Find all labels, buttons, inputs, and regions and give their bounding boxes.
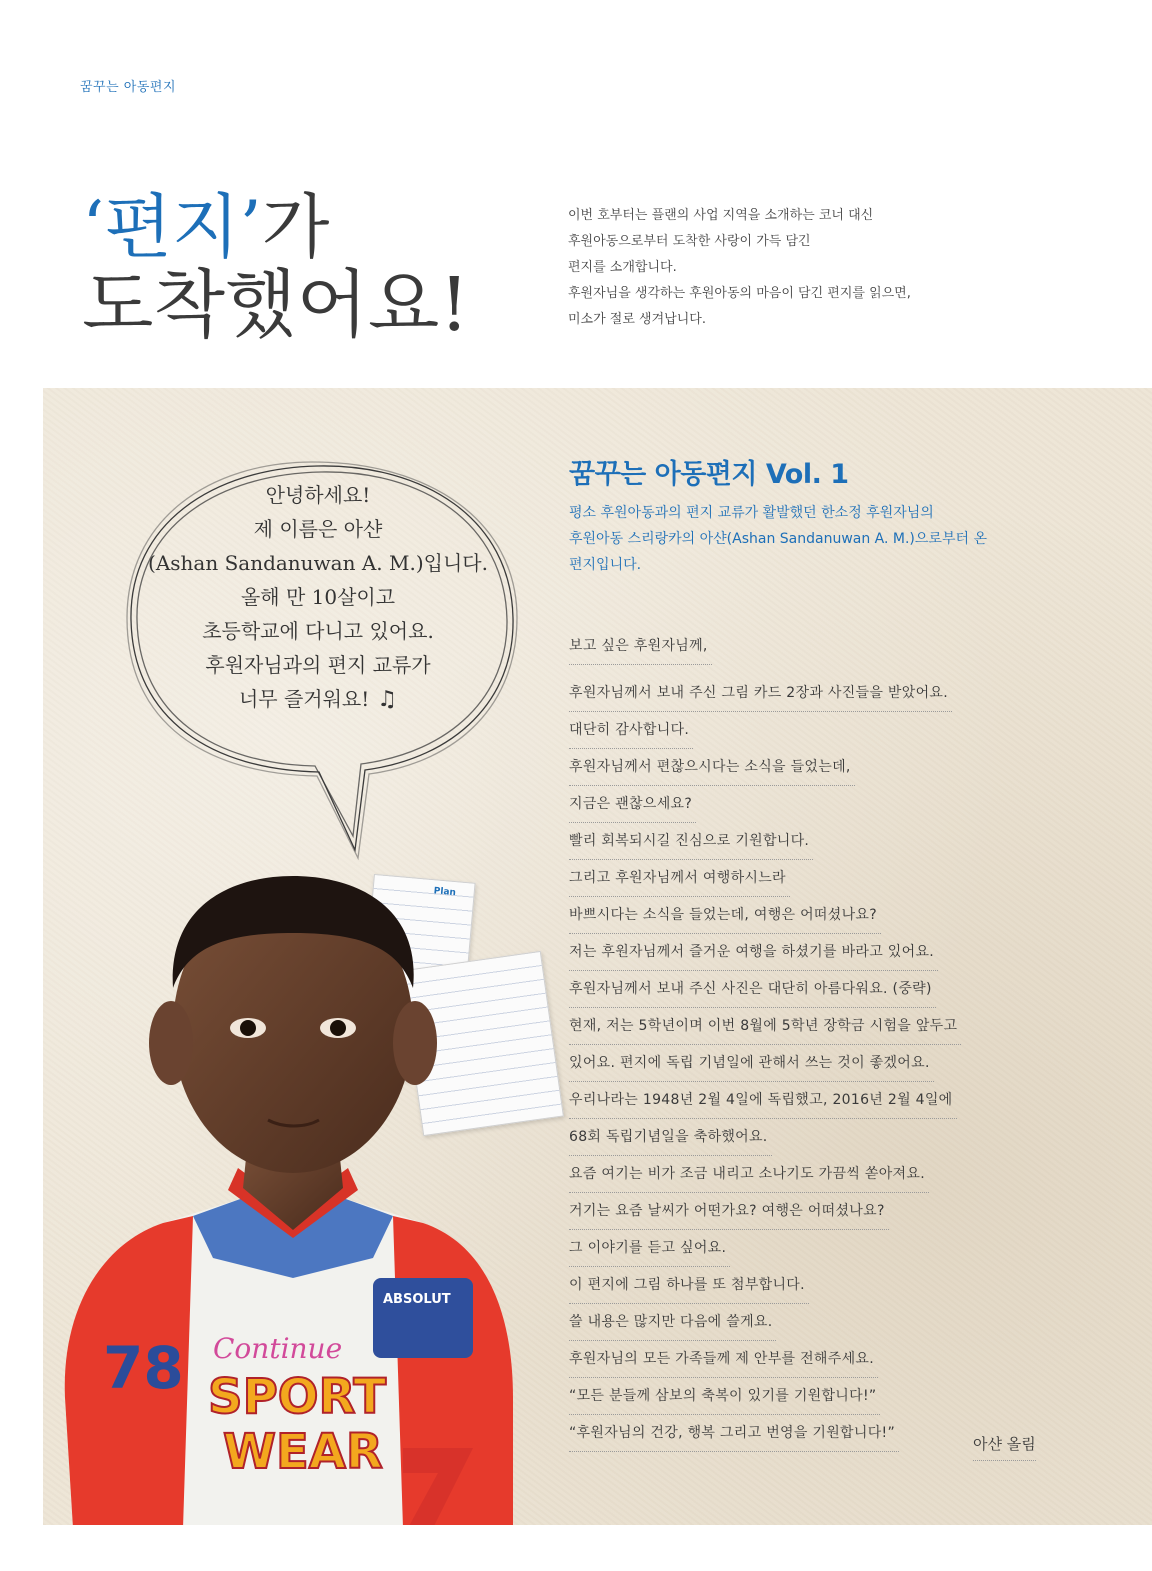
intro-line: 후원자님을 생각하는 후원아동의 마음이 담긴 편지를 읽으면, [568, 286, 911, 301]
letter-line: 이 편지에 그림 하나를 또 첨부합니다. [569, 1267, 809, 1304]
letter-line: 빨리 회복되시길 진심으로 기원합니다. [569, 823, 813, 860]
music-note-icon: ♫ [377, 687, 398, 712]
letter-line: 저는 후원자님께서 즐거운 여행을 하셨기를 바라고 있어요. [569, 934, 938, 971]
letter-line: 우리나라는 1948년 2월 4일에 독립했고, 2016년 2월 4일에 [569, 1082, 957, 1119]
letter-greeting: 보고 싶은 후원자님께, [569, 628, 712, 665]
intro-line: 편지를 소개합니다. [568, 260, 677, 275]
bubble-line: 초등학교에 다니고 있어요. [202, 619, 434, 643]
letter-line: 바쁘시다는 소식을 들었는데, 여행은 어떠셨나요? [569, 897, 881, 934]
shirt-number: 78 [103, 1334, 184, 1402]
headline-quote-open: ‘ [82, 186, 105, 268]
shirt-wear-text: WEAR [223, 1424, 383, 1480]
letter-line: 그리고 후원자님께서 여행하시느라 [569, 860, 790, 897]
speech-bubble-text [138, 478, 498, 717]
feature-desc-line: 평소 후원아동과의 편지 교류가 활발했던 한소정 후원자님의 [569, 505, 934, 521]
letter-line: “모든 분들께 삼보의 축복이 있기를 기원합니다!” [569, 1378, 880, 1415]
intro-text [568, 203, 988, 333]
letter-signature: 아샨 올림 [973, 1428, 1036, 1461]
letter-line: 지금은 괜찮으세요? [569, 786, 696, 823]
bubble-line: 후원자님과의 편지 교류가 [205, 653, 431, 677]
bubble-line-last [138, 682, 498, 717]
shirt-badge-text: ABSOLUT [383, 1292, 451, 1307]
letter-line: 후원자님께서 보내 주신 사진은 대단히 아름다워요. (중략) [569, 971, 936, 1008]
letter-line: 있어요. 편지에 독립 기념일에 관해서 쓰는 것이 좋겠어요. [569, 1045, 934, 1082]
intro-line: 이번 호부터는 플랜의 사업 지역을 소개하는 코너 대신 [568, 208, 874, 223]
letter-line: 쓸 내용은 많지만 다음에 쓸게요. [569, 1304, 776, 1341]
headline-line-1 [82, 186, 469, 268]
headline-accent: 편지 [104, 186, 240, 268]
letter-line: “후원자님의 건강, 행복 그리고 번영을 기원합니다!” [569, 1415, 899, 1452]
child-photo [43, 838, 543, 1525]
paper-panel [43, 388, 1152, 1525]
shirt-sport-text: SPORT [208, 1369, 387, 1425]
letter-line: 그 이야기를 듣고 싶어요. [569, 1230, 730, 1267]
letter-line: 대단히 감사합니다. [569, 712, 693, 749]
section-label: 꿈꾸는 아동편지 [80, 80, 177, 95]
letter-line: 후원자님께서 보내 주신 그림 카드 2장과 사진들을 받았어요. [569, 675, 952, 712]
feature-desc-line: 후원아동 스리랑카의 아샨(Ashan Sandanuwan A. M.)으로부터 온 [569, 531, 987, 547]
letter-line: 현재, 저는 5학년이며 이번 8월에 5학년 장학금 시험을 앞두고 [569, 1008, 961, 1045]
feature-description [569, 500, 1089, 578]
bubble-line: 너무 즐거워요! [238, 687, 370, 711]
bubble-line: (Ashan Sandanuwan A. M.)입니다. [148, 551, 488, 575]
headline-line-2: 도착했어요! [82, 261, 470, 348]
letter-line: 거기는 요즘 날씨가 어떤가요? 여행은 어떠셨나요? [569, 1193, 889, 1230]
intro-line: 후원아동으로부터 도착한 사랑이 가득 담긴 [568, 234, 811, 249]
feature-title: 꿈꾸는 아동편지 Vol. 1 [569, 459, 849, 490]
letter-line: 요즘 여기는 비가 조금 내리고 소나기도 가끔씩 쏟아져요. [569, 1156, 929, 1193]
feature-desc-line: 편지입니다. [569, 557, 642, 573]
headline [82, 186, 470, 348]
bubble-line: 안녕하세요! [265, 483, 371, 507]
headline-suffix: 가 [261, 186, 330, 268]
letter-line: 후원자님께서 편찮으시다는 소식을 들었는데, [569, 749, 855, 786]
bubble-line: 제 이름은 아샨 [253, 517, 383, 541]
letter-body [569, 628, 1129, 1452]
headline-quote-close: ’ [239, 186, 262, 268]
intro-line: 미소가 절로 생겨납니다. [568, 312, 706, 327]
letter-line: 후원자님의 모든 가족들께 제 안부를 전해주세요. [569, 1341, 878, 1378]
bubble-line: 올해 만 10살이고 [240, 585, 396, 609]
shirt-script: Continue [213, 1332, 343, 1365]
plan-logo: Plan [433, 886, 457, 899]
letter-line: 68회 독립기념일을 축하했어요. [569, 1119, 772, 1156]
